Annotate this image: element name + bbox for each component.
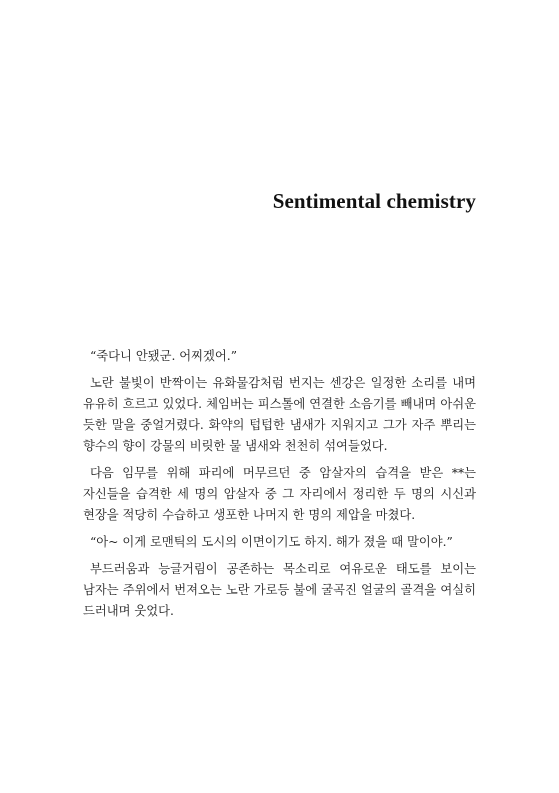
- paragraph-dialogue-1: “죽다니 안됐군. 어찌겠어.”: [90, 349, 237, 363]
- chapter-title: Sentimental chemistry: [272, 189, 476, 213]
- paragraph-narration-1: 노란 불빛이 반짝이는 유화물감처럼 번지는 센강은 일정한 소리를 내며 유유히 흐르고 있었다. 체임버는 피스톨에 연결한 소음기를 빼내며 아쉬운 듯한 말을 중얼거렸다. 화약의 텁텁한 냄새가 지워지고 그가 자주 뿌리는 향수의 향이 강물의 비릿한 물 냄새와 천천히 섞여들었다.: [83, 376, 476, 453]
- paragraph-narration-2: 다음 임무를 위해 파리에 머무르던 중 암살자의 습격을 받은 **는 자신들을 습격한 세 명의 암살자 중 그 자리에서 정리한 두 명의 시신과 현장을 적당히 수습하고 생포한 나머지 한 명의 제압을 마쳤다.: [83, 466, 476, 522]
- body-text: [83, 346, 476, 628]
- paragraph-narration-3: 부드러움과 능글거림이 공존하는 목소리로 여유로운 태도를 보이는 남자는 주위에서 번져오는 노란 가로등 불에 굴곡진 얼굴의 골격을 여실히 드러내며 웃었다.: [83, 562, 476, 618]
- paragraph-dialogue-2: “아~ 이게 로맨틱의 도시의 이면이기도 하지. 해가 졌을 때 말이야.”: [90, 535, 453, 549]
